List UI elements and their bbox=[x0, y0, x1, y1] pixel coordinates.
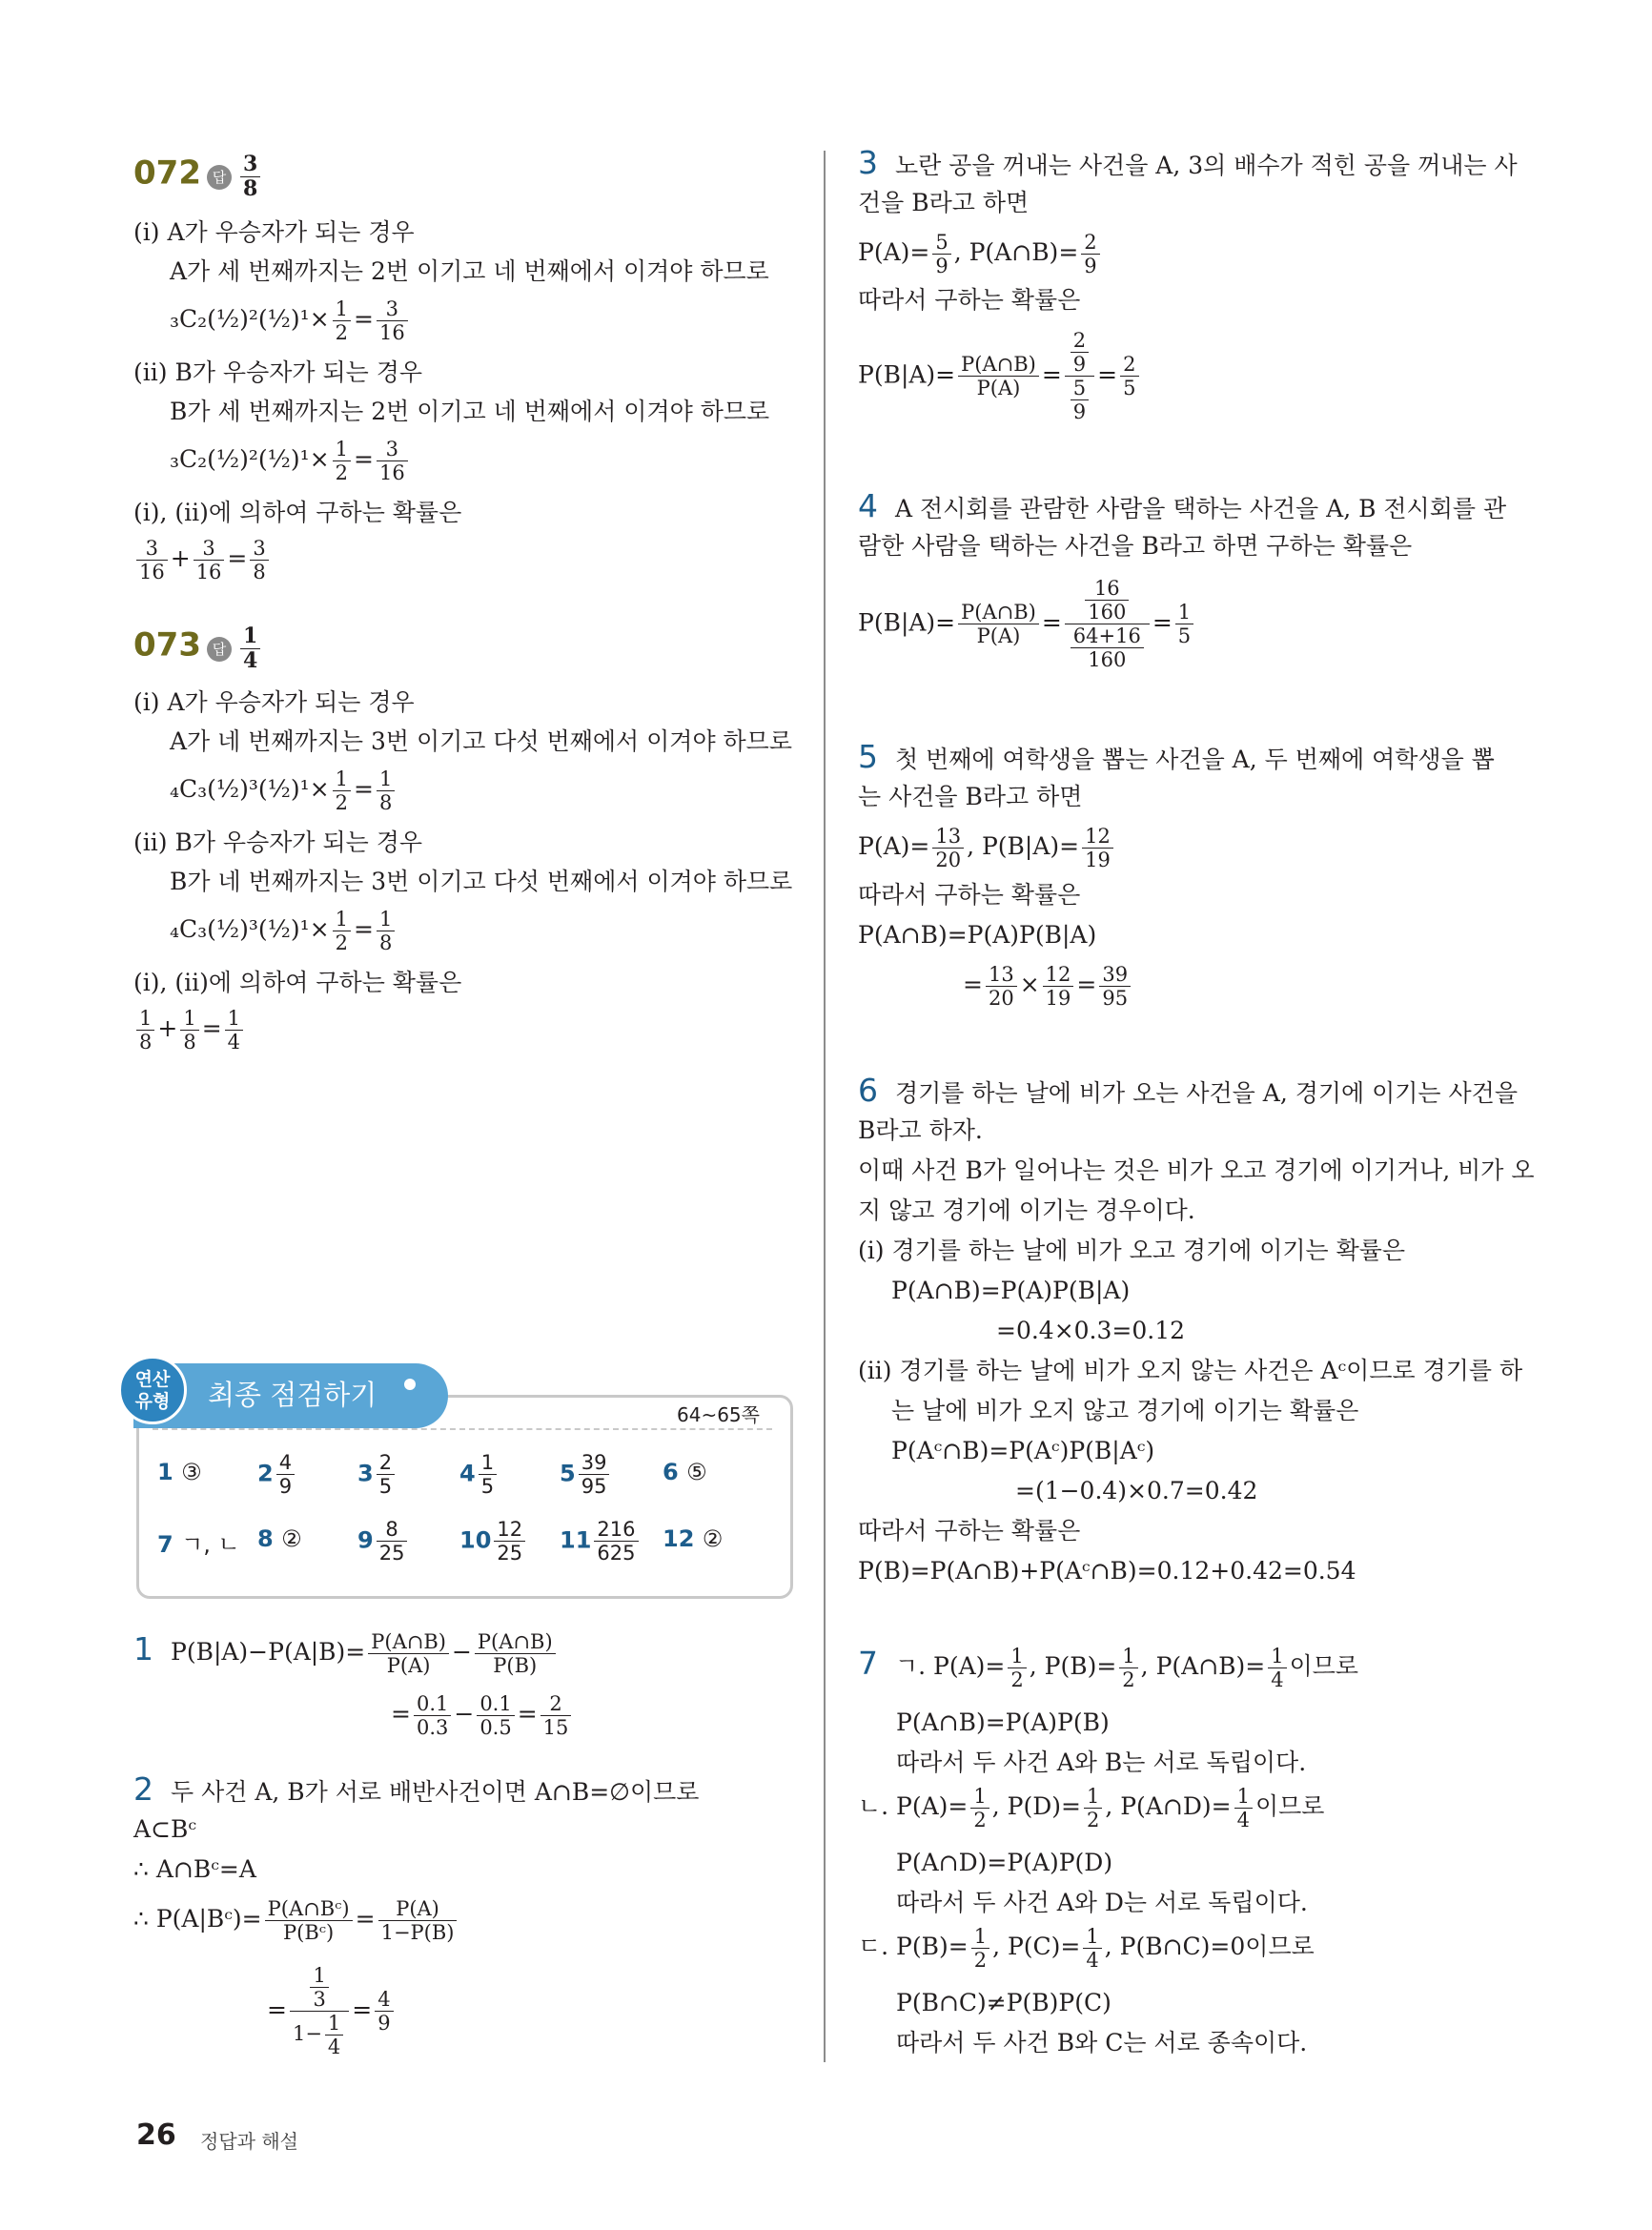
solution-6-line6: P(A∩B)=P(A)P(B|A) bbox=[891, 1277, 1131, 1304]
conclusion-line: (ⅰ), (ⅱ)에 의하여 구하는 확률은 bbox=[133, 969, 462, 996]
header-dot-icon bbox=[404, 1379, 416, 1390]
solution-3-line5: P(B|A)= $\frac{P(A\cap B)}{P(A)}$ = $\frac{\frac{2}{9}}{\frac{5}{9}}$ = $\frac{2}{5}$ bbox=[858, 329, 1142, 424]
answer-fraction: $\frac{3}{8}$ bbox=[240, 153, 260, 202]
solution-5-line1: 5 첫 번째에 여학생을 뽑는 사건을 A, 두 번째에 여학생을 뽑 bbox=[858, 738, 1495, 775]
solution-7-line5: P(A∩D)=P(A)P(D) bbox=[896, 1849, 1113, 1876]
case-1-line: (ⅰ) A가 우승자가 되는 경우 bbox=[133, 688, 415, 716]
solution-4-line1: 4 A 전시회를 관람한 사람을 택하는 사건을 A, B 전시회를 관 bbox=[858, 487, 1507, 524]
solution-5-line4: 따라서 구하는 확률은 bbox=[858, 881, 1081, 909]
page-range: 64~65쪽 bbox=[677, 1403, 760, 1426]
solution-5-line2: 는 사건을 B라고 하면 bbox=[858, 783, 1083, 810]
solution-7-line9: 따라서 두 사건 B와 C는 서로 종속이다. bbox=[896, 2029, 1308, 2056]
result-calc: $\frac{3}{16}$ + $\frac{3}{16}$ = $\frac{3}{8}$ bbox=[133, 537, 272, 583]
case-1-calc: ₃C₂(½)²(½)¹× $\frac{1}{2}$ = $\frac{3}{16}$ bbox=[133, 297, 411, 344]
case-2-line: (ⅱ) B가 우승자가 되는 경우 bbox=[133, 829, 423, 856]
solution-4-line3: P(B|A)= $\frac{P(A\cap B)}{P(A)}$ = $\frac{\frac{16}{160}}{\frac{64+16}{160}}$ = $\frac{1}{5}$ bbox=[858, 577, 1196, 672]
solution-6-line4: 지 않고 경기에 이기는 경우이다. bbox=[858, 1197, 1195, 1224]
solution-5-line6: = $\frac{13}{20}$ × $\frac{12}{19}$ = $\frac{39}{95}$ bbox=[963, 963, 1133, 1010]
answer-11: 11 $\frac{216}{625}$ bbox=[560, 1518, 642, 1565]
case-2-calc: ₄C₃(½)³(½)¹× $\frac{1}{2}$ = $\frac{1}{8}$ bbox=[133, 908, 398, 954]
solution-6-line11: =(1−0.4)×0.7=0.42 bbox=[1015, 1477, 1258, 1504]
answer-fraction: $\frac{1}{4}$ bbox=[240, 624, 260, 674]
solution-5-line3: P(A)= $\frac{13}{20}$ , P(B|A)= $\frac{12}{19}$ bbox=[858, 825, 1116, 871]
conclusion-line: (ⅰ), (ⅱ)에 의하여 구하는 확률은 bbox=[133, 499, 462, 526]
answer-3: 3 $\frac{2}{5}$ bbox=[357, 1451, 398, 1498]
solution-1-line1: 1 P(B|A)−P(A|B)= $\frac{P(A\cap B)}{P(A)}$ − $\frac{P(A\cap B)}{P(B)}$ bbox=[133, 1630, 559, 1677]
solution-6-line9: 는 날에 비가 오지 않고 경기에 이기는 확률은 bbox=[891, 1397, 1359, 1424]
problem-number: 072 bbox=[133, 153, 201, 193]
solution-6-line8: (ⅱ) 경기를 하는 날에 비가 오지 않는 사건은 Aᶜ이므로 경기를 하 bbox=[858, 1357, 1523, 1384]
problem-number: 073 bbox=[133, 625, 201, 665]
answer-8: 8 ② bbox=[257, 1525, 302, 1552]
case-2-desc: B가 세 번째까지는 2번 이기고 네 번째에서 이겨야 하므로 bbox=[170, 398, 770, 425]
column-divider bbox=[824, 151, 826, 2062]
answer-9: 9 $\frac{8}{25}$ bbox=[357, 1518, 410, 1565]
case-2-desc: B가 네 번째까지는 3번 이기고 다섯 번째에서 이겨야 하므로 bbox=[170, 868, 793, 895]
solution-6-line7: =0.4×0.3=0.12 bbox=[996, 1317, 1186, 1344]
solution-6-line1: 6 경기를 하는 날에 비가 오는 사건을 A, 경기에 이기는 사건을 bbox=[858, 1072, 1518, 1109]
case-1-calc: ₄C₃(½)³(½)¹× $\frac{1}{2}$ = $\frac{1}{8}$ bbox=[133, 767, 398, 814]
answer-badge: 답 bbox=[207, 637, 232, 662]
final-check-title: 최종 점검하기 bbox=[208, 1379, 377, 1411]
problem-072-heading bbox=[133, 153, 263, 202]
solution-7-line4: ㄴ. P(A)= $\frac{1}{2}$ , P(D)= $\frac{1}{2}$ , P(A∩D)= $\frac{1}{4}$ 이므로 bbox=[858, 1785, 1325, 1832]
solution-5-line5: P(A∩B)=P(A)P(B|A) bbox=[858, 921, 1097, 949]
solution-6-line13: P(B)=P(A∩B)+P(Aᶜ∩B)=0.12+0.42=0.54 bbox=[858, 1557, 1356, 1585]
result-calc: $\frac{1}{8}$ + $\frac{1}{8}$ = $\frac{1}{4}$ bbox=[133, 1007, 246, 1054]
solution-7-line8: P(B∩C)≠P(B)P(C) bbox=[896, 1989, 1112, 2016]
solution-6-line2: B라고 하자. bbox=[858, 1116, 983, 1144]
section-badge: 연산 유형 bbox=[118, 1356, 187, 1424]
solution-3-line3: P(A)= $\frac{5}{9}$ , P(A∩B)= $\frac{2}{9}$ bbox=[858, 231, 1103, 277]
solution-7-line6: 따라서 두 사건 A와 D는 서로 독립이다. bbox=[896, 1889, 1308, 1916]
answer-2: 2 $\frac{4}{9}$ bbox=[257, 1451, 297, 1498]
solution-2-line3: ∴ A∩Bᶜ=A bbox=[133, 1855, 256, 1883]
footer-label: 정답과 해설 bbox=[200, 2130, 298, 2153]
solution-1-line2: = $\frac{0.1}{0.3}$ − $\frac{0.1}{0.5}$ = $\frac{2}{15}$ bbox=[391, 1692, 574, 1739]
problem-073-heading bbox=[133, 624, 263, 674]
case-2-line: (ⅱ) B가 우승자가 되는 경우 bbox=[133, 358, 423, 386]
solution-3-line4: 따라서 구하는 확률은 bbox=[858, 286, 1081, 314]
answer-badge: 답 bbox=[207, 165, 232, 190]
answer-12: 12 ② bbox=[663, 1525, 724, 1552]
answer-10: 10 $\frac{12}{25}$ bbox=[459, 1518, 528, 1565]
case-1-line: (ⅰ) A가 우승자가 되는 경우 bbox=[133, 218, 415, 246]
solution-6-line3: 이때 사건 B가 일어나는 것은 비가 오고 경기에 이기거나, 비가 오 bbox=[858, 1156, 1535, 1184]
solution-7-line1: 7 ㄱ. P(A)= $\frac{1}{2}$ , P(B)= $\frac{1}{2}$ , P(A∩B)= $\frac{1}{4}$ 이므로 bbox=[858, 1645, 1359, 1692]
solution-7-line3: 따라서 두 사건 A와 B는 서로 독립이다. bbox=[896, 1749, 1307, 1776]
solution-6-line12: 따라서 구하는 확률은 bbox=[858, 1517, 1081, 1545]
solution-3-line2: 건을 B라고 하면 bbox=[858, 189, 1030, 216]
answer-1: 1 ③ bbox=[157, 1459, 202, 1485]
solution-2-line2: A⊂Bᶜ bbox=[133, 1815, 197, 1843]
answer-4: 4 $\frac{1}{5}$ bbox=[459, 1451, 500, 1498]
case-1-desc: A가 네 번째까지는 3번 이기고 다섯 번째에서 이겨야 하므로 bbox=[170, 727, 792, 755]
solution-2-line5: = $\frac{1}{3}$ 1− $\frac{1}{4}$ = $\frac{4}{9}$ bbox=[267, 1964, 397, 2059]
solution-4-line2: 람한 사람을 택하는 사건을 B라고 하면 구하는 확률은 bbox=[858, 532, 1413, 560]
answer-5: 5 $\frac{39}{95}$ bbox=[560, 1451, 612, 1498]
case-2-calc: ₃C₂(½)²(½)¹× $\frac{1}{2}$ = $\frac{3}{16}$ bbox=[133, 438, 411, 484]
dashed-divider bbox=[153, 1428, 772, 1430]
case-1-desc: A가 세 번째까지는 2번 이기고 네 번째에서 이겨야 하므로 bbox=[170, 257, 769, 285]
solution-3-line1: 3 노란 공을 꺼내는 사건을 A, 3의 배수가 적힌 공을 꺼내는 사 bbox=[858, 144, 1518, 181]
answer-6: 6 ⑤ bbox=[663, 1459, 707, 1485]
solution-2-line1: 2 두 사건 A, B가 서로 배반사건이면 A∩B=∅이므로 bbox=[133, 1770, 700, 1808]
solution-6-line5: (ⅰ) 경기를 하는 날에 비가 오고 경기에 이기는 확률은 bbox=[858, 1237, 1406, 1264]
solution-6-line10: P(Aᶜ∩B)=P(Aᶜ)P(B|Aᶜ) bbox=[891, 1437, 1155, 1464]
solution-7-line2: P(A∩B)=P(A)P(B) bbox=[896, 1708, 1110, 1736]
solution-7-line7: ㄷ. P(B)= $\frac{1}{2}$ , P(C)= $\frac{1}{4}$ , P(B∩C)=0이므로 bbox=[858, 1925, 1315, 1973]
answer-7: 7 ㄱ, ㄴ bbox=[157, 1531, 240, 1558]
page-number: 26 bbox=[136, 2118, 176, 2152]
solution-2-line4: ∴ P(A|Bᶜ)= $\frac{\text{P(A∩Bᶜ)}}{\text{P(Bᶜ)}}$ = $\frac{P(A)}{1-P(B)}$ bbox=[133, 1897, 459, 1944]
